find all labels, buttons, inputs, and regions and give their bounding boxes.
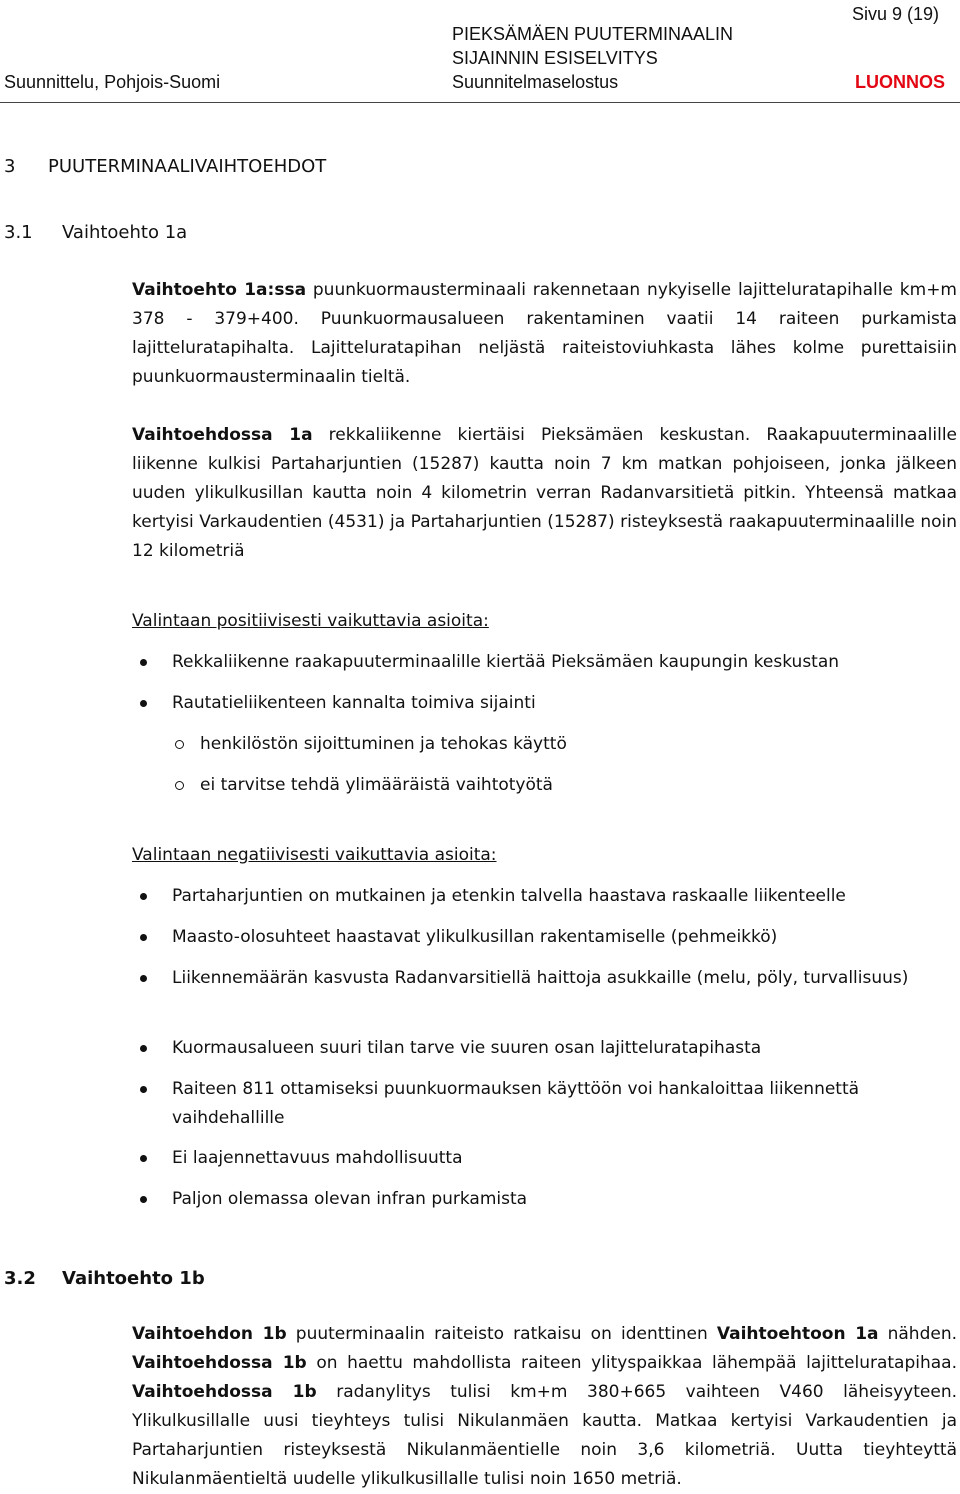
- negative-item: Ei laajennettavuus mahdollisuutta: [172, 1148, 463, 1168]
- negative-item: Paljon olemassa olevan infran purkamista: [172, 1189, 528, 1209]
- header-divider: [0, 102, 960, 103]
- bold-term: Vaihtoehdossa 1b: [132, 1353, 307, 1373]
- bullet-icon: [136, 971, 150, 985]
- positive-heading: Valintaan positiivisesti vaikuttavia asioita:: [132, 611, 489, 631]
- status-badge: LUONNOS: [855, 72, 945, 92]
- bold-term: Vaihtoehdossa 1a: [132, 425, 313, 445]
- paragraph-text: rekkaliikenne kiertäisi Pieksämäen keskustan. Raakapuuterminaalille liikenne kulkisi Partaharjuntien (15287) kautta noin 7 km matkan pohjoiseen, jonka jälkeen uuden ylikulkusillan kautta noin 4 kilometrin verran Radanvarsitietä pitkin. Yhteensä matkaa kertyisi Varkaudentien (4531) ja Partaharjuntien (15287) risteyksestä raakapuuterminaalille noin 12 kilometriä: [132, 425, 957, 561]
- page-number: Sivu 9 (19): [852, 4, 940, 24]
- positive-item: Rekkaliikenne raakapuuterminaalille kiertää Pieksämäen kaupungin keskustan: [172, 652, 840, 672]
- negative-heading: Valintaan negatiivisesti vaikuttavia asioita:: [132, 845, 497, 865]
- bullet-icon: [136, 1192, 150, 1206]
- positive-subitem: ei tarvitse tehdä ylimääräistä vaihtotyötä: [200, 775, 553, 795]
- section-3-2-title: Vaihtoehto 1b: [62, 1268, 205, 1289]
- paragraph-text: puunkuormausterminaali rakennetaan nykyiselle lajitteluratapihalle km+m 378 - 379+400. Puunkuormausalueen rakentaminen vaatii 14 raiteen purkamista lajitteluratapihalta. Lajitteluratapihan neljästä raiteistoviuhkasta lähes kolme purettaisiin puunkuormausterminaalin tieltä.: [132, 280, 957, 387]
- paragraph-3-1-intro: [132, 276, 957, 392]
- bold-term: Vaihtoehtoon 1a: [716, 1324, 879, 1344]
- bold-term: Vaihtoehdossa 1b: [132, 1382, 317, 1402]
- bullet-icon: [136, 930, 150, 944]
- bullet-icon: [136, 655, 150, 669]
- bullet-icon: [136, 1041, 150, 1055]
- negative-item: Partaharjuntien on mutkainen ja etenkin talvella haastava raskaalle liikenteelle: [172, 886, 846, 906]
- bullet-icon: [136, 1082, 150, 1096]
- document-title-line2: SIJAINNIN ESISELVITYS: [452, 48, 658, 68]
- paragraph-text: nähden.: [878, 1324, 958, 1344]
- section-3-number: 3: [4, 156, 16, 177]
- bold-term: Vaihtoehdon 1b: [132, 1324, 287, 1344]
- section-3-1-number: 3.1: [4, 222, 33, 243]
- header-left-label: Suunnittelu, Pohjois-Suomi: [4, 72, 221, 92]
- document-type: Suunnitelmaselostus: [452, 72, 619, 92]
- circle-bullet-icon: [172, 778, 186, 792]
- section-3-2-number: 3.2: [4, 1268, 36, 1289]
- bullet-icon: [136, 696, 150, 710]
- section-3-1-title: Vaihtoehto 1a: [62, 222, 188, 243]
- circle-bullet-icon: [172, 737, 186, 751]
- negative-item: Liikennemäärän kasvusta Radanvarsitiellä haittoja asukkaille (melu, pöly, turvallisuus): [172, 968, 909, 988]
- positive-subitem: henkilöstön sijoittuminen ja tehokas käyttö: [200, 734, 567, 754]
- paragraph-3-1-traffic: [132, 421, 957, 566]
- paragraph-text: on haettu mahdollista raiteen ylityspaikkaa lähempää lajitteluratapihaa.: [306, 1353, 958, 1373]
- negative-item: Kuormausalueen suuri tilan tarve vie suuren osan lajitteluratapihasta: [172, 1038, 762, 1058]
- document-title-line1: PIEKSÄMÄEN PUUTERMINAALIN: [452, 24, 734, 44]
- paragraph-text: radanylitys tulisi km+m 380+665 vaihteen V460 läheisyyteen. Ylikulkusillalle uusi tieyhteys tulisi Nikulanmäen kautta. Matkaa kertyisi Varkaudentien ja Partaharjuntien risteyksestä Nikulanmäentielle noin 3,6 kilometriä. Uutta tieyhteyttä Nikulanmäentieltä uudelle ylikulkusillalle tulisi noin 1650 metriä.: [132, 1382, 957, 1489]
- bullet-icon: [136, 1151, 150, 1165]
- paragraph-text: puuterminaalin raiteisto ratkaisu on identtinen: [286, 1324, 717, 1344]
- bold-term: Vaihtoehto 1a:ssa: [132, 280, 307, 300]
- paragraph-3-2: [132, 1320, 957, 1494]
- negative-item: Maasto-olosuhteet haastavat ylikulkusillan rakentamiselle (pehmeikkö): [172, 927, 778, 947]
- bullet-icon: [136, 889, 150, 903]
- positive-item: Rautatieliikenteen kannalta toimiva sijainti: [172, 693, 536, 713]
- section-3-title: PUUTERMINAALIVAIHTOEHDOT: [48, 156, 327, 177]
- negative-item: Raiteen 811 ottamiseksi puunkuormauksen käyttöön voi hankaloittaa liikennettä vaihdehallille: [172, 1079, 860, 1128]
